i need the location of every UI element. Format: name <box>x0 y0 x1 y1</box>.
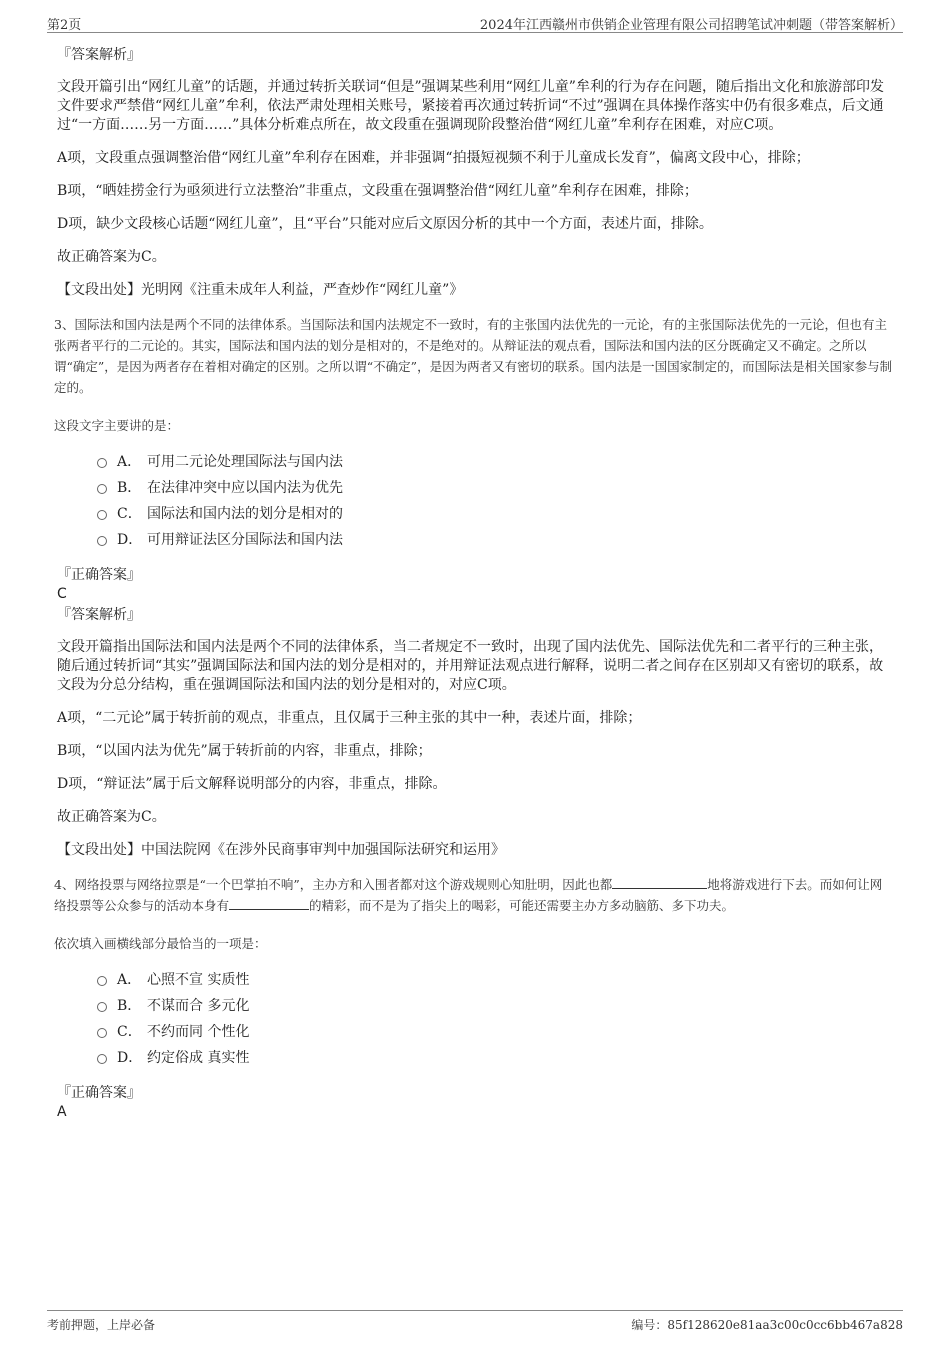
option-text: 不约而同 个性化 <box>147 1024 250 1040</box>
option-text: 可用二元论处理国际法与国内法 <box>147 454 343 470</box>
q3-option-c[interactable] <box>97 500 893 526</box>
radio-icon[interactable] <box>97 458 107 468</box>
q2-analysis-label: 『答案解析』 <box>57 47 141 63</box>
q3-conclusion: 故正确答案为C。 <box>57 809 166 825</box>
q4-option-a[interactable] <box>97 966 893 992</box>
option-letter: C． <box>117 506 142 522</box>
q3-option-a[interactable] <box>97 448 893 474</box>
radio-icon[interactable] <box>97 484 107 494</box>
q4-answer-label: 『正确答案』 <box>57 1085 141 1101</box>
option-letter: D． <box>117 1050 143 1066</box>
option-text: 心照不宣 实质性 <box>147 972 250 988</box>
q4-answer: A <box>57 1104 67 1120</box>
q2-analysis-d: D项，缺少文段核心话题“网红儿童”，且“平台”只能对应后文原因分析的其中一个方面，表述片面，排除。 <box>57 216 713 232</box>
q4-text <box>54 874 893 916</box>
radio-icon[interactable] <box>97 976 107 986</box>
option-letter: B． <box>117 480 142 496</box>
option-letter: A． <box>117 454 142 470</box>
q4-ask: 依次填入画横线部分最恰当的一项是： <box>54 936 267 951</box>
q4-blank-1 <box>612 874 707 889</box>
radio-icon[interactable] <box>97 536 107 546</box>
q3-analysis-label: 『答案解析』 <box>57 607 141 623</box>
option-letter: C． <box>117 1024 142 1040</box>
option-letter: A． <box>117 972 142 988</box>
q4-option-b[interactable] <box>97 992 893 1018</box>
q2-analysis-a: A项，文段重点强调整治借“网红儿童”牟利存在困难，并非强调“拍摄短视频不利于儿童成长发育”，偏离文段中心，排除； <box>57 150 810 166</box>
document-title: 2024年江西赣州市供销企业管理有限公司招聘笔试冲刺题（带答案解析） <box>479 18 903 33</box>
page-header <box>47 10 903 33</box>
document-content <box>54 44 893 1120</box>
q3-answer-label: 『正确答案』 <box>57 567 141 583</box>
radio-icon[interactable] <box>97 510 107 520</box>
page-number: 第2页 <box>47 18 82 33</box>
q3-source: 【文段出处】中国法院网《在涉外民商事审判中加强国际法研究和运用》 <box>57 842 505 858</box>
q4-blank-2 <box>229 895 309 910</box>
option-text: 不谋而合 多元化 <box>147 998 250 1014</box>
q3-option-d[interactable] <box>97 526 893 552</box>
radio-icon[interactable] <box>97 1028 107 1038</box>
option-text: 约定俗成 真实性 <box>147 1050 250 1066</box>
q3-option-b[interactable] <box>97 474 893 500</box>
q4-options <box>97 966 893 1070</box>
footer-slogan: 考前押题，上岸必备 <box>47 1318 156 1332</box>
q3-analysis-b: B项，“以国内法为优先”属于转折前的内容，非重点，排除； <box>57 743 432 759</box>
q3-analysis-a: A项，“二元论”属于转折前的观点，非重点，且仅属于三种主张的其中一种，表述片面，排除； <box>57 710 642 726</box>
q4-option-d[interactable] <box>97 1044 893 1070</box>
q4-text-part-3: 的精彩，而不是为了指尖上的喝彩，可能还需要主办方多动脑筋、多下功夫。 <box>309 898 735 913</box>
option-text: 国际法和国内法的划分是相对的 <box>147 506 343 522</box>
q4-text-part-2: 地将游戏进行下去。而如何让网络投票等公众参与的活动本身有 <box>54 877 883 913</box>
page-footer <box>47 1310 903 1335</box>
q2-source: 【文段出处】光明网《注重未成年人利益，严查炒作“网红儿童”》 <box>57 282 464 298</box>
q3-text: 3、国际法和国内法是两个不同的法律体系。当国际法和国内法规定不一致时，有的主张国内法优先的一元论，有的主张国际法优先的一元论，但也有主张两者平行的二元论的。其实，国际法和国内法的划分是相对的，不是绝对的。从辩证法的观点看，国际法和国内法的区分既确定又不确定。之所以谓“确定”，是因为两者存在着相对确定的区别。之所以谓“不确定”，是因为两者又有密切的联系。国内法是一国国家制定的，而国际法是相关国家参与制定的。 <box>54 317 893 395</box>
q4-text-part-1: 4、网络投票与网络拉票是“一个巴掌拍不响”，主办方和入围者都对这个游戏规则心知肚明，因此也都 <box>54 877 613 892</box>
option-text: 可用辩证法区分国际法和国内法 <box>147 532 343 548</box>
q3-analysis: 文段开篇指出国际法和国内法是两个不同的法律体系，当二者规定不一致时，出现了国内法优先、国际法优先和二者平行的三种主张，随后通过转折词“其实”强调国际法和国内法的划分是相对的，并用辩证法观点进行解释，说明二者之间存在区别却又有密切的联系，故文段为分总分结构，重在强调国际法和国内法的划分是相对的，对应C项。 <box>57 639 884 693</box>
option-text: 在法律冲突中应以国内法为优先 <box>147 480 343 496</box>
document-id: 编号：85f128620e81aa3c00c0cc6bb467a828 <box>631 1318 903 1332</box>
q3-analysis-d: D项，“辩证法”属于后文解释说明部分的内容，非重点，排除。 <box>57 776 447 792</box>
option-letter: B． <box>117 998 142 1014</box>
radio-icon[interactable] <box>97 1002 107 1012</box>
q3-options <box>97 448 893 552</box>
q2-conclusion: 故正确答案为C。 <box>57 249 166 265</box>
q2-analysis: 文段开篇引出“网红儿童”的话题，并通过转折关联词“但是”强调某些利用“网红儿童”牟利的行为存在问题，随后指出文化和旅游部印发文件要求严禁借“网红儿童”牟利，依法严肃处理相关账号，紧接着再次通过转折词“不过”强调在具体操作落实中仍有很多难点，后文通过“一方面……另一方面……”具体分析难点所在，故文段重在强调现阶段整治借“网红儿童”牟利存在困难，对应C项。 <box>57 79 884 133</box>
radio-icon[interactable] <box>97 1054 107 1064</box>
q3-answer: C <box>57 586 67 602</box>
option-letter: D． <box>117 532 143 548</box>
q3-ask: 这段文字主要讲的是： <box>54 418 180 433</box>
q4-option-c[interactable] <box>97 1018 893 1044</box>
q2-analysis-b: B项，“晒娃捞金行为亟须进行立法整治”非重点，文段重在强调整治借“网红儿童”牟利存在困难，排除； <box>57 183 698 199</box>
